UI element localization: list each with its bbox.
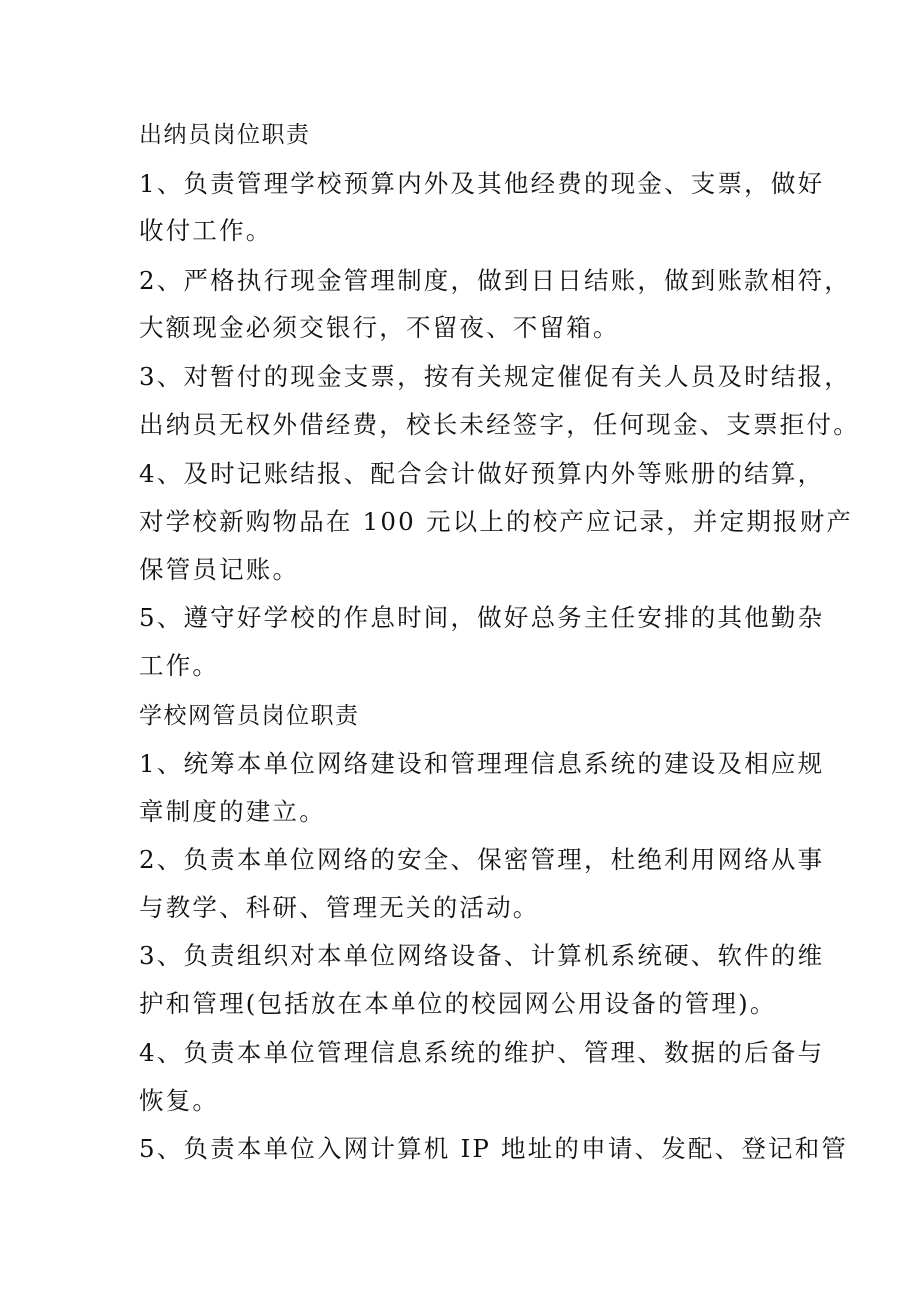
network-duty-1-line-1: 1、统筹本单位网络建设和管理理信息系统的建设及相应规 [139, 749, 825, 778]
cashier-duty-1-line-2: 收付工作。 [139, 216, 273, 245]
network-duty-2-line-1: 2、负责本单位网络的安全、保密管理，杜绝利用网络从事 [139, 845, 825, 874]
network-duty-5-line-1: 5、负责本单位入网计算机 IP 地址的申请、发配、登记和管 [139, 1134, 849, 1163]
cashier-duty-3-line-2: 出纳员无权外借经费，校长未经签字，任何现金、支票拒付。 [139, 410, 860, 439]
cashier-duty-4-line-1: 4、及时记账结报、配合会计做好预算内外等账册的结算， [139, 459, 825, 488]
network-duty-4-line-1: 4、负责本单位管理信息系统的维护、管理、数据的后备与 [139, 1038, 825, 1067]
network-duty-3-line-1: 3、负责组织对本单位网络设备、计算机系统硬、软件的维 [139, 941, 825, 970]
section-title-network-admin: 学校网管员岗位职责 [139, 703, 360, 729]
cashier-duty-2-line-1: 2、严格执行现金管理制度，做到日日结账，做到账款相符， [139, 266, 851, 295]
network-duty-1-line-2: 章制度的建立。 [139, 797, 326, 826]
cashier-duty-5-line-2: 工作。 [139, 651, 220, 680]
network-duty-3-line-2: 护和管理(包括放在本单位的校园网公用设备的管理)。 [139, 989, 777, 1018]
section-title-cashier: 出纳员岗位职责 [139, 122, 311, 148]
cashier-duty-1-line-1: 1、负责管理学校预算内外及其他经费的现金、支票，做好 [139, 169, 825, 198]
cashier-duty-5-line-1: 5、遵守好学校的作息时间，做好总务主任安排的其他勤杂 [139, 603, 825, 632]
cashier-duty-4-line-2: 对学校新购物品在 100 元以上的校产应记录，并定期报财产 [139, 507, 854, 536]
cashier-duty-4-line-3: 保管员记账。 [139, 555, 300, 584]
cashier-duty-2-line-2: 大额现金必须交银行，不留夜、不留箱。 [139, 313, 620, 342]
cashier-duty-3-line-1: 3、对暂付的现金支票，按有关规定催促有关人员及时结报， [139, 362, 851, 391]
network-duty-4-line-2: 恢复。 [139, 1086, 220, 1115]
network-duty-2-line-2: 与教学、科研、管理无关的活动。 [139, 893, 540, 922]
